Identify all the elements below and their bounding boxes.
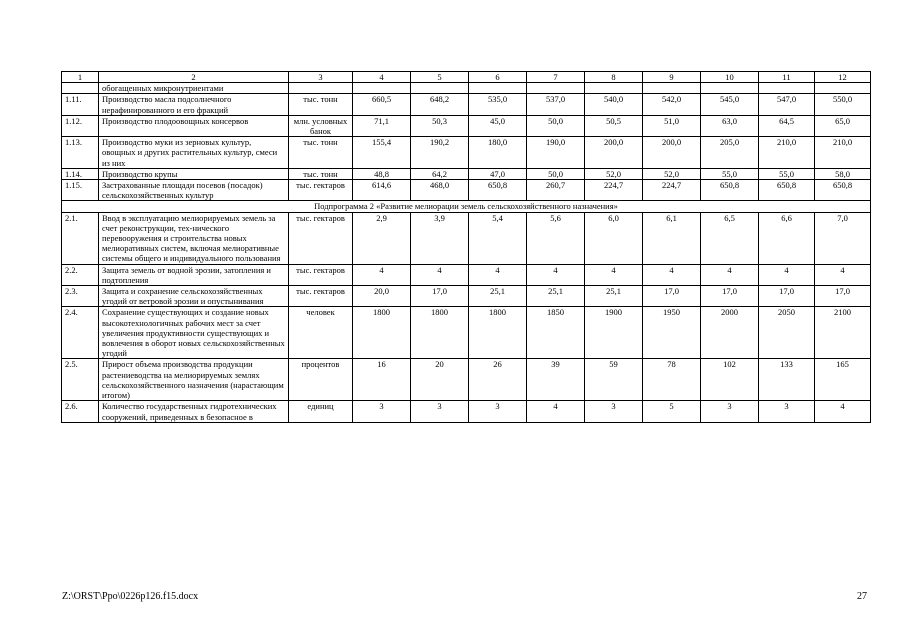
value-cell: 58,0: [815, 168, 871, 179]
value-cell: 50,5: [585, 115, 643, 136]
value-cell: 17,0: [759, 286, 815, 307]
value-cell: 17,0: [643, 286, 701, 307]
value-cell: 4: [411, 264, 469, 285]
subprogram-title: Подпрограмма 2 «Развитие мелиорации земель сельскохозяйственного назначения»: [62, 201, 871, 212]
value-cell: 224,7: [585, 180, 643, 201]
value-cell: 39: [527, 359, 585, 401]
value-cell: 4: [701, 264, 759, 285]
indicator-name: Прирост объема производства продукции растениеводства на мелиорируемых землях сельскохозяйственного назначения (нарастающим итогом): [99, 359, 289, 401]
continuation-text: обогащенных микронутриентами: [99, 83, 289, 94]
value-cell: 51,0: [643, 115, 701, 136]
value-cell: 155,4: [353, 137, 411, 169]
value-cell: 2,9: [353, 212, 411, 264]
table-row: [62, 168, 871, 179]
value-cell: 20,0: [353, 286, 411, 307]
table-cell: [815, 83, 871, 94]
unit-cell: млн. условных банок: [289, 115, 353, 136]
value-cell: 71,1: [353, 115, 411, 136]
value-cell: 4: [527, 401, 585, 422]
indicator-name: Сохранение существующих и создание новых высокотехнологичных рабочих мест за счет увеличения продуктивности существующих и вовлечения в оборот новых сельскохозяйственных угодий: [99, 307, 289, 359]
header-cell: 11: [759, 72, 815, 83]
continuation-row: [62, 83, 871, 94]
unit-cell: тыс. гектаров: [289, 212, 353, 264]
value-cell: 650,8: [469, 180, 527, 201]
value-cell: 614,6: [353, 180, 411, 201]
value-cell: 2050: [759, 307, 815, 359]
table-row: [62, 137, 871, 169]
table-cell: [701, 83, 759, 94]
indicator-name: Количество государственных гидротехнических сооружений, приведенных в безопасное в: [99, 401, 289, 422]
value-cell: 3: [759, 401, 815, 422]
value-cell: 26: [469, 359, 527, 401]
value-cell: 1850: [527, 307, 585, 359]
value-cell: 64,2: [411, 168, 469, 179]
value-cell: 537,0: [527, 94, 585, 115]
table-cell: [759, 83, 815, 94]
value-cell: 25,1: [469, 286, 527, 307]
unit-cell: тыс. тонн: [289, 137, 353, 169]
unit-cell: тыс. гектаров: [289, 286, 353, 307]
value-cell: 210,0: [815, 137, 871, 169]
value-cell: 4: [643, 264, 701, 285]
value-cell: 3: [411, 401, 469, 422]
value-cell: 3: [585, 401, 643, 422]
unit-cell: тыс. тонн: [289, 168, 353, 179]
value-cell: 55,0: [759, 168, 815, 179]
value-cell: 547,0: [759, 94, 815, 115]
table-row: [62, 115, 871, 136]
header-cell: 5: [411, 72, 469, 83]
value-cell: 6,6: [759, 212, 815, 264]
unit-cell: человек: [289, 307, 353, 359]
indicator-name: Производство крупы: [99, 168, 289, 179]
table-cell: [643, 83, 701, 94]
value-cell: 59: [585, 359, 643, 401]
value-cell: 545,0: [701, 94, 759, 115]
header-row: [62, 72, 871, 83]
row-number: 1.13.: [62, 137, 99, 169]
table-cell: [527, 83, 585, 94]
header-cell: 12: [815, 72, 871, 83]
value-cell: 180,0: [469, 137, 527, 169]
value-cell: 260,7: [527, 180, 585, 201]
value-cell: 16: [353, 359, 411, 401]
value-cell: 3: [353, 401, 411, 422]
value-cell: 47,0: [469, 168, 527, 179]
value-cell: 3: [469, 401, 527, 422]
value-cell: 64,5: [759, 115, 815, 136]
value-cell: 4: [527, 264, 585, 285]
value-cell: 650,8: [815, 180, 871, 201]
value-cell: 52,0: [643, 168, 701, 179]
header-cell: 8: [585, 72, 643, 83]
value-cell: 55,0: [701, 168, 759, 179]
value-cell: 20: [411, 359, 469, 401]
value-cell: 1800: [469, 307, 527, 359]
table-row: [62, 307, 871, 359]
value-cell: 7,0: [815, 212, 871, 264]
value-cell: 45,0: [469, 115, 527, 136]
row-number: 2.1.: [62, 212, 99, 264]
indicator-name: Производство муки из зерновых культур, овощных и других растительных культур, смеси из них: [99, 137, 289, 169]
value-cell: 650,8: [701, 180, 759, 201]
value-cell: 1900: [585, 307, 643, 359]
row-number: 2.2.: [62, 264, 99, 285]
value-cell: 550,0: [815, 94, 871, 115]
header-cell: 7: [527, 72, 585, 83]
value-cell: 52,0: [585, 168, 643, 179]
value-cell: 50,3: [411, 115, 469, 136]
table-cell: [469, 83, 527, 94]
value-cell: 133: [759, 359, 815, 401]
table-cell: [585, 83, 643, 94]
indicator-name: Защита земель от водной эрозии, затопления и подтопления: [99, 264, 289, 285]
row-number: 2.6.: [62, 401, 99, 422]
value-cell: 5,4: [469, 212, 527, 264]
indicators-table: [61, 71, 871, 423]
row-number: 1.15.: [62, 180, 99, 201]
value-cell: 25,1: [527, 286, 585, 307]
indicator-name: Застрахованные площади посевов (посадок) сельскохозяйственных культур: [99, 180, 289, 201]
value-cell: 190,0: [527, 137, 585, 169]
value-cell: 25,1: [585, 286, 643, 307]
value-cell: 4: [585, 264, 643, 285]
indicator-name: Производство масла подсолнечного нерафинированного и его фракций: [99, 94, 289, 115]
row-number: 2.3.: [62, 286, 99, 307]
row-number: 2.5.: [62, 359, 99, 401]
value-cell: 102: [701, 359, 759, 401]
unit-cell: тыс. гектаров: [289, 264, 353, 285]
value-cell: 200,0: [643, 137, 701, 169]
table-row: [62, 401, 871, 422]
header-cell: 4: [353, 72, 411, 83]
value-cell: 50,0: [527, 115, 585, 136]
value-cell: 165: [815, 359, 871, 401]
value-cell: 1800: [353, 307, 411, 359]
value-cell: 224,7: [643, 180, 701, 201]
value-cell: 50,0: [527, 168, 585, 179]
value-cell: 6,0: [585, 212, 643, 264]
value-cell: 200,0: [585, 137, 643, 169]
value-cell: 4: [759, 264, 815, 285]
value-cell: 4: [469, 264, 527, 285]
value-cell: 6,5: [701, 212, 759, 264]
unit-cell: единиц: [289, 401, 353, 422]
value-cell: 78: [643, 359, 701, 401]
row-number: 1.14.: [62, 168, 99, 179]
unit-cell: тыс. тонн: [289, 94, 353, 115]
header-cell: 3: [289, 72, 353, 83]
table-cell: [353, 83, 411, 94]
value-cell: 4: [815, 401, 871, 422]
value-cell: 190,2: [411, 137, 469, 169]
value-cell: 2000: [701, 307, 759, 359]
table-body: [62, 72, 871, 423]
header-cell: 6: [469, 72, 527, 83]
value-cell: 535,0: [469, 94, 527, 115]
indicator-name: Производство плодоовощных консервов: [99, 115, 289, 136]
value-cell: 4: [353, 264, 411, 285]
value-cell: 1950: [643, 307, 701, 359]
value-cell: 4: [815, 264, 871, 285]
value-cell: 6,1: [643, 212, 701, 264]
value-cell: 205,0: [701, 137, 759, 169]
value-cell: 2100: [815, 307, 871, 359]
page-number: 27: [857, 591, 867, 602]
table-row: [62, 286, 871, 307]
value-cell: 542,0: [643, 94, 701, 115]
value-cell: 65,0: [815, 115, 871, 136]
table-row: [62, 180, 871, 201]
header-cell: 1: [62, 72, 99, 83]
table-cell: [62, 83, 99, 94]
indicator-name: Ввод в эксплуатацию мелиорируемых земель за счет реконструкции, тех-нического перевооружения и строительства новых мелиоративных систем, включая мелиоративные системы общего и индивидуального пользования: [99, 212, 289, 264]
table-row: [62, 264, 871, 285]
value-cell: 17,0: [815, 286, 871, 307]
value-cell: 1800: [411, 307, 469, 359]
value-cell: 660,5: [353, 94, 411, 115]
table-row: [62, 212, 871, 264]
table-row: [62, 94, 871, 115]
subprogram-row: [62, 201, 871, 212]
value-cell: 468,0: [411, 180, 469, 201]
value-cell: 17,0: [411, 286, 469, 307]
value-cell: 540,0: [585, 94, 643, 115]
value-cell: 5: [643, 401, 701, 422]
value-cell: 17,0: [701, 286, 759, 307]
file-path: Z:\ORST\Ppo\0226p126.f15.docx: [62, 591, 199, 602]
header-cell: 9: [643, 72, 701, 83]
unit-cell: процентов: [289, 359, 353, 401]
value-cell: 210,0: [759, 137, 815, 169]
unit-cell: тыс. гектаров: [289, 180, 353, 201]
indicator-name: Защита и сохранение сельскохозяйственных угодий от ветровой эрозии и опустынивания: [99, 286, 289, 307]
table-cell: [411, 83, 469, 94]
row-number: 1.12.: [62, 115, 99, 136]
value-cell: 648,2: [411, 94, 469, 115]
value-cell: 5,6: [527, 212, 585, 264]
table-row: [62, 359, 871, 401]
value-cell: 3: [701, 401, 759, 422]
value-cell: 63,0: [701, 115, 759, 136]
table-cell: [289, 83, 353, 94]
row-number: 1.11.: [62, 94, 99, 115]
value-cell: 650,8: [759, 180, 815, 201]
value-cell: 3,9: [411, 212, 469, 264]
header-cell: 10: [701, 72, 759, 83]
header-cell: 2: [99, 72, 289, 83]
value-cell: 48,8: [353, 168, 411, 179]
row-number: 2.4.: [62, 307, 99, 359]
